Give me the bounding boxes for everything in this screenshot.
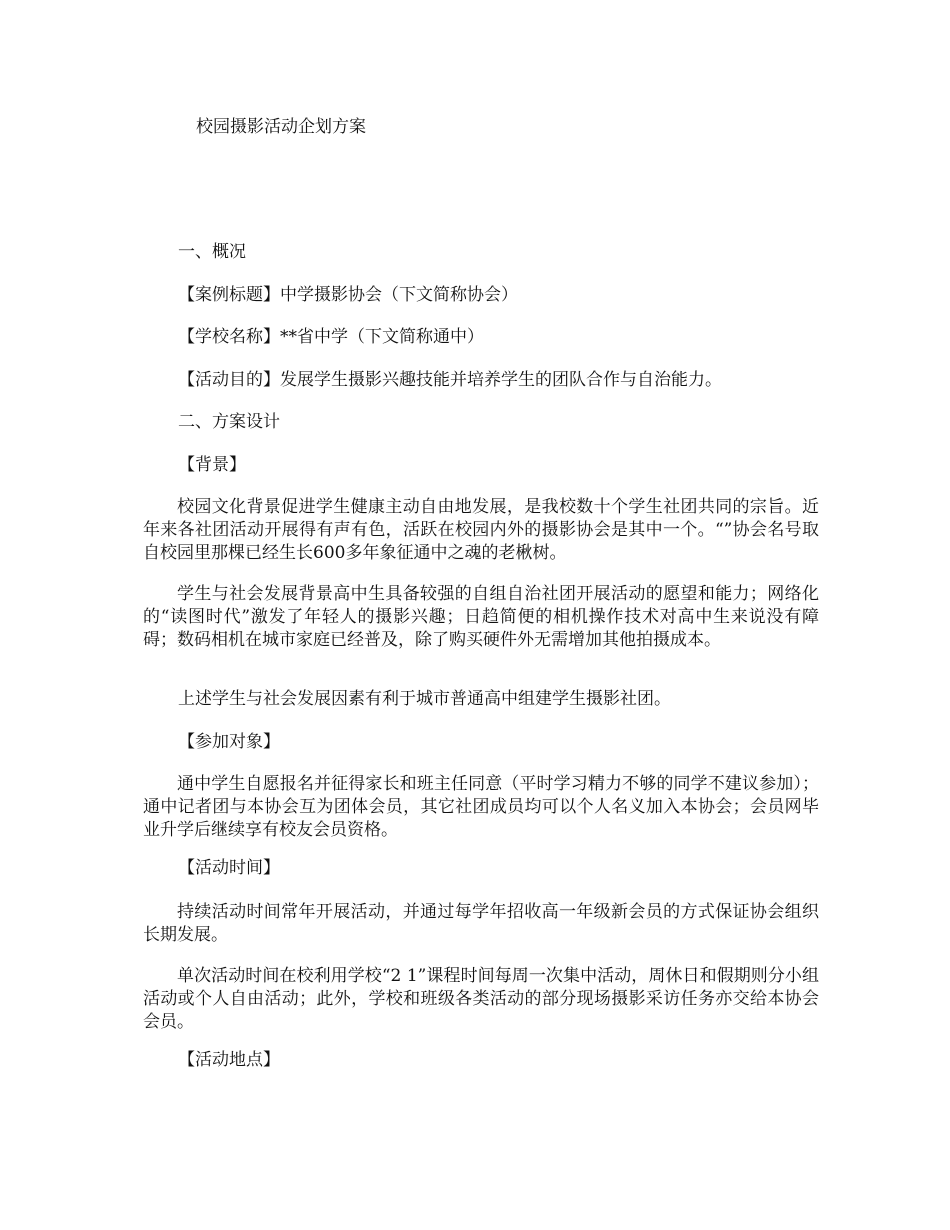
participants-heading: 【参加对象】 — [178, 732, 280, 752]
participants-paragraph: 通中学生自愿报名并征得家长和班主任同意（平时学习精力不够的同学不建议参加）；通中记者团与本协会互为团体会员，其它社团成员均可以个人名义加入本协会；会员网毕业升学后继续享有校友会员资格。 — [143, 774, 819, 840]
background-heading: 【背景】 — [178, 455, 246, 475]
time-paragraph-2: 单次活动时间在校利用学校“2 1”课程时间每周一次集中活动，周休日和假期则分小组活动或个人自由活动；此外，学校和班级各类活动的部分现场摄影采访任务亦交给本协会会员。 — [143, 966, 819, 1032]
time-paragraph-1: 持续活动时间常年开展活动，并通过每学年招收高一年级新会员的方式保证协会组织长期发展。 — [143, 902, 819, 945]
background-paragraph-1: 校园文化背景促进学生健康主动自由地发展，是我校数十个学生社团共同的宗旨。近年来各社团活动开展得有声有色，活跃在校园内外的摄影协会是其中一个。“”协会名号取自校园里那棵已经生长600多年象征通中之魂的老楸树。 — [143, 497, 819, 563]
case-title-line: 【案例标题】中学摄影协会（下文简称协会） — [178, 285, 518, 305]
background-paragraph-3: 上述学生与社会发展因素有利于城市普通高中组建学生摄影社团。 — [178, 689, 671, 709]
background-paragraph-2: 学生与社会发展背景高中生具备较强的自组自治社团开展活动的愿望和能力；网络化的“读图时代”激发了年轻人的摄影兴趣；日趋简便的相机操作技术对高中生来说没有障碍；数码相机在城市家庭已经普及，除了购买硬件外无需增加其他拍摄成本。 — [143, 584, 819, 650]
school-name-line: 【学校名称】**省中学（下文简称通中） — [178, 327, 484, 347]
section-heading-design: 二、方案设计 — [178, 412, 280, 432]
purpose-line: 【活动目的】发展学生摄影兴趣技能并培养学生的团队合作与自治能力。 — [178, 370, 722, 390]
time-heading: 【活动时间】 — [178, 858, 280, 878]
document-title: 校园摄影活动企划方案 — [196, 117, 366, 137]
section-heading-overview: 一、概况 — [178, 242, 246, 262]
location-heading: 【活动地点】 — [178, 1050, 280, 1070]
